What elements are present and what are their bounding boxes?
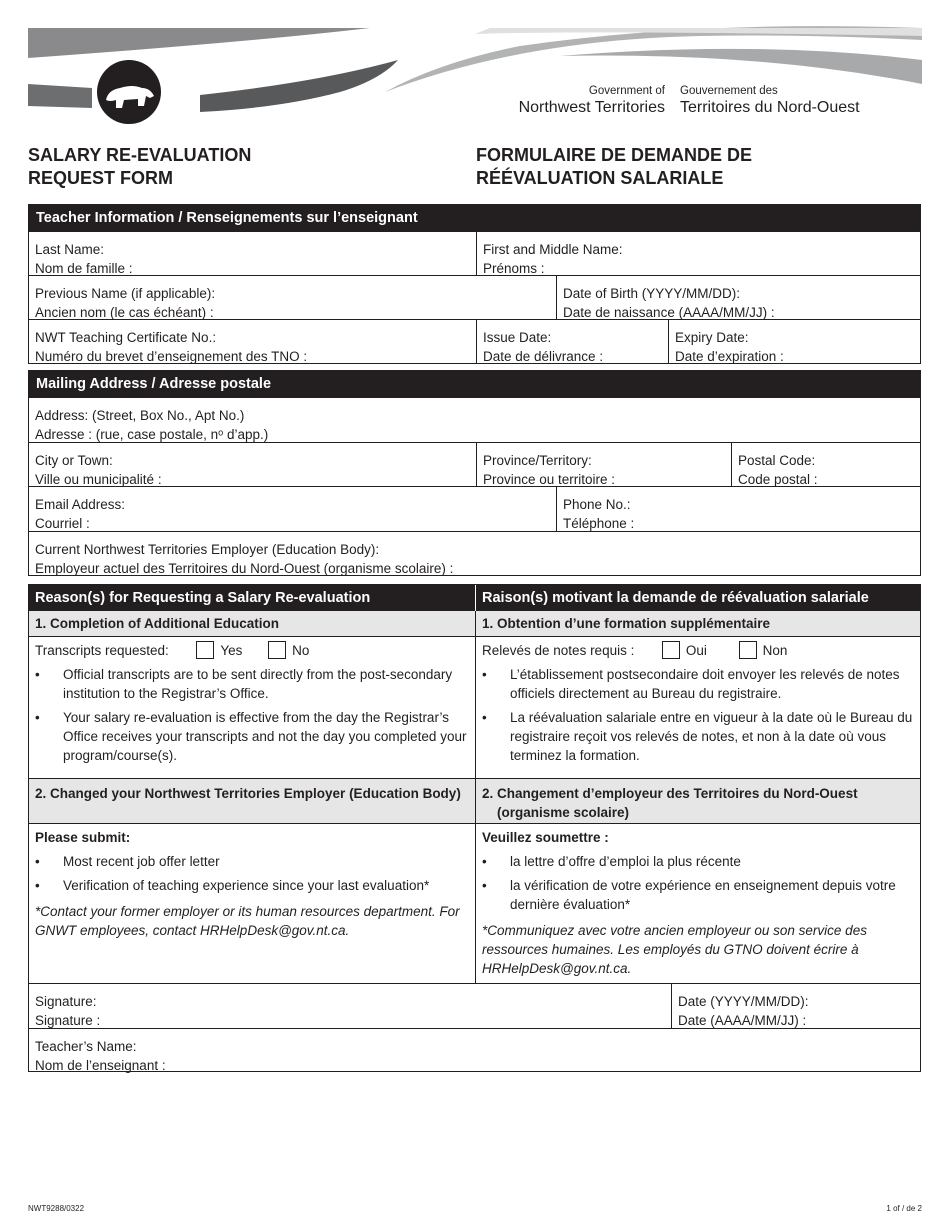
reasons-heading: Reason(s) for Requesting a Salary Re-evaluation Raison(s) motivant la demande de réévaluation salariale [29, 585, 920, 611]
transcripts-yes-checkbox[interactable] [196, 641, 214, 659]
list-item: • Most recent job offer letter [35, 854, 220, 869]
employer-field[interactable]: Current Northwest Territories Employer (Education Body): Employeur actuel des Territoires du Nord-Ouest (organisme scolaire) : [35, 542, 454, 576]
list-item: • Verification of teaching experience since your last evaluation* [35, 878, 430, 893]
teacher-name-field[interactable]: Teacher’s Name: Nom de l’enseignant : [35, 1039, 166, 1073]
issue-date-field[interactable]: Issue Date: Date de délivrance : [476, 320, 668, 363]
list-item: • la vérification de votre expérience en enseignement depuis votre dernière évaluation* [482, 878, 896, 912]
date-of-birth-field[interactable]: Date of Birth (YYYY/MM/DD): Date de naissance (AAAA/MM/JJ) : [556, 276, 920, 319]
expiry-date-field[interactable]: Expiry Date: Date d’expiration : [668, 320, 920, 363]
postal-code-field[interactable]: Postal Code: Code postal : [731, 443, 920, 486]
email-field[interactable]: Email Address: Courriel : [35, 497, 126, 531]
list-item: • L’établissement postsecondaire doit envoyer les relevés de notes officiels directement au Bureau du registraire. [482, 667, 900, 702]
transcripts-question-en: Transcripts requested: Yes No [35, 643, 310, 658]
transcripts-oui-checkbox[interactable] [662, 641, 680, 659]
list-item: • la lettre d’offre d’emploi la plus récente [482, 854, 741, 869]
list-item: • Your salary re-evaluation is effective from the day the Registrar’s Office receives your transcripts and not the day you completed your program/course(s). [35, 710, 467, 764]
previous-name-field[interactable]: Previous Name (if applicable): Ancien nom (le cas échéant) : [35, 286, 216, 320]
form-title-fr: FORMULAIRE DE DEMANDE DE RÉÉVALUATION SALARIALE [476, 145, 753, 188]
mailing-address-section [28, 370, 921, 576]
section-1-heading: 1. Completion of Additional Education 1. Obtention d’une formation supplémentaire [29, 611, 920, 636]
signature-section [28, 983, 921, 1072]
certificate-number-field[interactable]: NWT Teaching Certificate No.: Numéro du brevet d’enseignement des TNO : [35, 330, 308, 364]
teacher-info-section [28, 204, 921, 364]
first-name-field[interactable]: First and Middle Name: Prénoms : [476, 232, 920, 275]
last-name-field[interactable]: Last Name: Nom de famille : [35, 242, 133, 276]
list-item: • Official transcripts are to be sent directly from the post-secondary institution to the Registrar’s Office. [35, 667, 453, 702]
mailing-address-heading: Mailing Address / Adresse postale [29, 371, 920, 398]
address-field[interactable]: Address: (Street, Box No., Apt No.) Adresse : (rue, case postale, nᵒ d’app.) [35, 408, 269, 442]
transcripts-question-fr: Relevés de notes requis : Oui Non [482, 643, 788, 658]
transcripts-no-checkbox[interactable] [268, 641, 286, 659]
signature-field[interactable]: Signature: Signature : [35, 994, 101, 1028]
gov-name-en: Government of Northwest Territories [518, 85, 665, 116]
teacher-info-heading: Teacher Information / Renseignements sur l’enseignant [29, 205, 920, 232]
page-number: 1 of / de 2 [886, 1204, 922, 1213]
form-number: NWT9288/0322 [28, 1204, 85, 1213]
phone-field[interactable]: Phone No.: Téléphone : [556, 487, 920, 531]
transcripts-non-checkbox[interactable] [739, 641, 757, 659]
province-field[interactable]: Province/Territory: Province ou territoire : [476, 443, 731, 486]
list-item: • La réévaluation salariale entre en vigueur à la date où le Bureau du registraire reçoit vos relevés de notes, et non à la date où vous terminez la formation. [482, 710, 913, 764]
signature-date-field[interactable]: Date (YYYY/MM/DD): Date (AAAA/MM/JJ) : [671, 984, 920, 1028]
nwt-logo-icon [97, 60, 161, 124]
section-2-heading: 2. Changed your Northwest Territories Employer (Education Body) 2. Changement d’employeur des Territoires du Nord-Ouest (organisme scolaire) [29, 778, 920, 823]
contact-note-en: *Contact your former employer or its human resources department. For GNWT employees, contact HRHelpDesk@gov.nt.ca. [35, 904, 460, 938]
contact-note-fr: *Communiquez avec votre ancien employeur ou son service des ressources humaines. Les employés du GTNO doivent écrire à HRHelpDesk@gov.nt.ca. [482, 923, 867, 976]
gov-name-fr: Gouvernement des Territoires du Nord-Ouest [680, 85, 860, 116]
city-field[interactable]: City or Town: Ville ou municipalité : [35, 453, 162, 487]
reasons-section: Reason(s) for Requesting a Salary Re-evaluation Raison(s) motivant la demande de réévaluation salariale 1. Completion of Additional Education 1. Obtention d’une formation supplémentaire Transcripts requested: Yes No • Official transcripts are to be sent directly from the post-secondary institution to the Registrar’s Office. • Your salary re-evaluation is effective from the day the Registrar’s Office receives your transcripts and not the day you completed your program/course(s). Relevés de notes requis : Oui Non • L’établissement postsecondaire doit envoyer les relevés de notes officiels directement au Bureau du registraire. • La réévaluation salariale entre en vigueur à la date où le Bureau du registraire reçoit vos relevés de notes, et non à la date où vous terminez la formation. 2. Changed your Northwest Territories Employer (Education Body) 2. Changement d’employeur des Territoires du Nord-Ouest (organisme scolaire) Please submit: • Most recent job offer letter • Verification of teaching experience since your last evaluation* *Contact your former employer or its human resources department. For GNWT employees, contact HRHelpDesk@gov.nt.ca. Veuillez soumettre : • la lettre d’offre d’emploi la plus récente • la vérification de votre expérience en enseignement depuis votre dernière évaluation* *Communiquez avec votre ancien employeur ou son service des ressources humaines. Les employés du GTNO doivent écrire à HRHelpDesk@gov.nt.ca. [28, 584, 921, 984]
form-title-en: SALARY RE-EVALUATION REQUEST FORM [28, 145, 252, 188]
